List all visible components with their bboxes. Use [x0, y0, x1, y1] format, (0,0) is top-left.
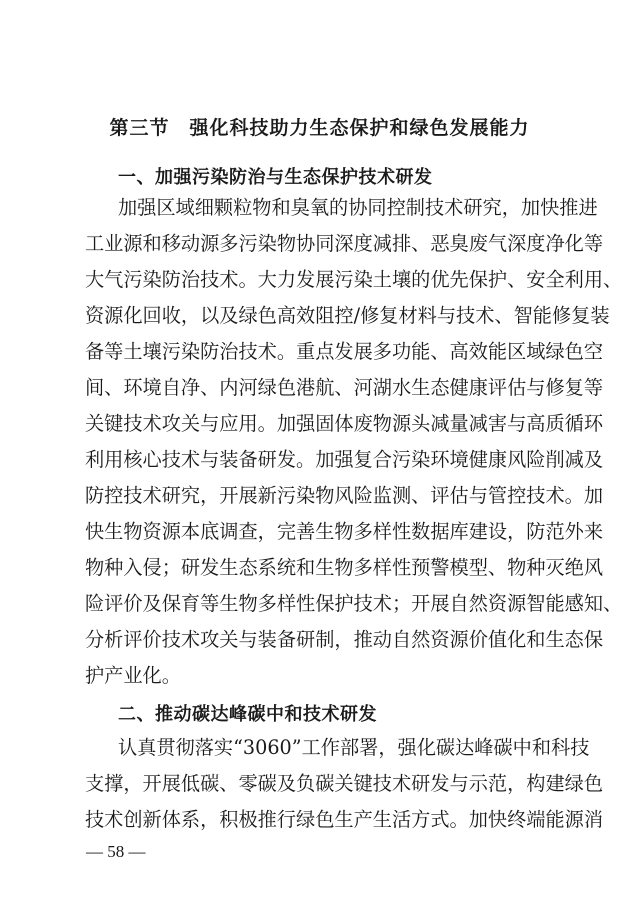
subsection-heading-1: 一、加强污染防治与生态保护技术研发 — [118, 167, 433, 188]
page-number: — 58 — — [86, 842, 146, 861]
paragraph-line: 加强区域细颗粒物和臭氧的协同控制技术研究，加快推进 — [118, 196, 598, 219]
paragraph-line: 险评价及保育等生物多样性保护技术；开展自然资源智能感知、 — [85, 592, 623, 615]
paragraph-line: 关键技术攻关与应用。加强固体废物源头减量减害与高质循环 — [85, 412, 604, 435]
paragraph-line: 备等土壤污染防治技术。重点发展多功能、高效能区域绿色空 — [85, 340, 604, 363]
paragraph-line: 利用核心技术与装备研发。加强复合污染环境健康风险削减及 — [85, 448, 604, 471]
paragraph-line: 技术创新体系，积极推行绿色生产生活方式。加快终端能源消 — [85, 808, 604, 831]
section-title: 第三节 强化科技助力生态保护和绿色发展能力 — [109, 117, 530, 139]
paragraph-line: 工业源和移动源多污染物协同深度减排、恶臭废气深度净化等 — [85, 232, 604, 255]
paragraph-line: 大气污染防治技术。大力发展污染土壤的优先保护、安全利用、 — [85, 268, 623, 291]
paragraph-line: 物种入侵；研发生态系统和生物多样性预警模型、物种灭绝风 — [85, 556, 604, 579]
subsection-heading-2: 二、推动碳达峰碳中和技术研发 — [118, 704, 377, 725]
paragraph-line: 资源化回收，以及绿色高效阻控/修复材料与技术、智能修复装 — [85, 304, 610, 327]
paragraph-line: 分析评价技术攻关与装备研制，推动自然资源价值化和生态保 — [85, 628, 604, 651]
paragraph-line: 快生物资源本底调查，完善生物多样性数据库建设，防范外来 — [85, 520, 604, 543]
paragraph-line: 防控技术研究，开展新污染物风险监测、评估与管控技术。加 — [85, 484, 604, 507]
paragraph-line: 护产业化。 — [85, 664, 181, 687]
paragraph-line: 认真贯彻落实“3060”工作部署，强化碳达峰碳中和科技 — [118, 736, 590, 759]
paragraph-line: 支撑，开展低碳、零碳及负碳关键技术研发与示范，构建绿色 — [85, 772, 604, 795]
paragraph-line: 间、环境自净、内河绿色港航、河湖水生态健康评估与修复等 — [85, 376, 604, 399]
